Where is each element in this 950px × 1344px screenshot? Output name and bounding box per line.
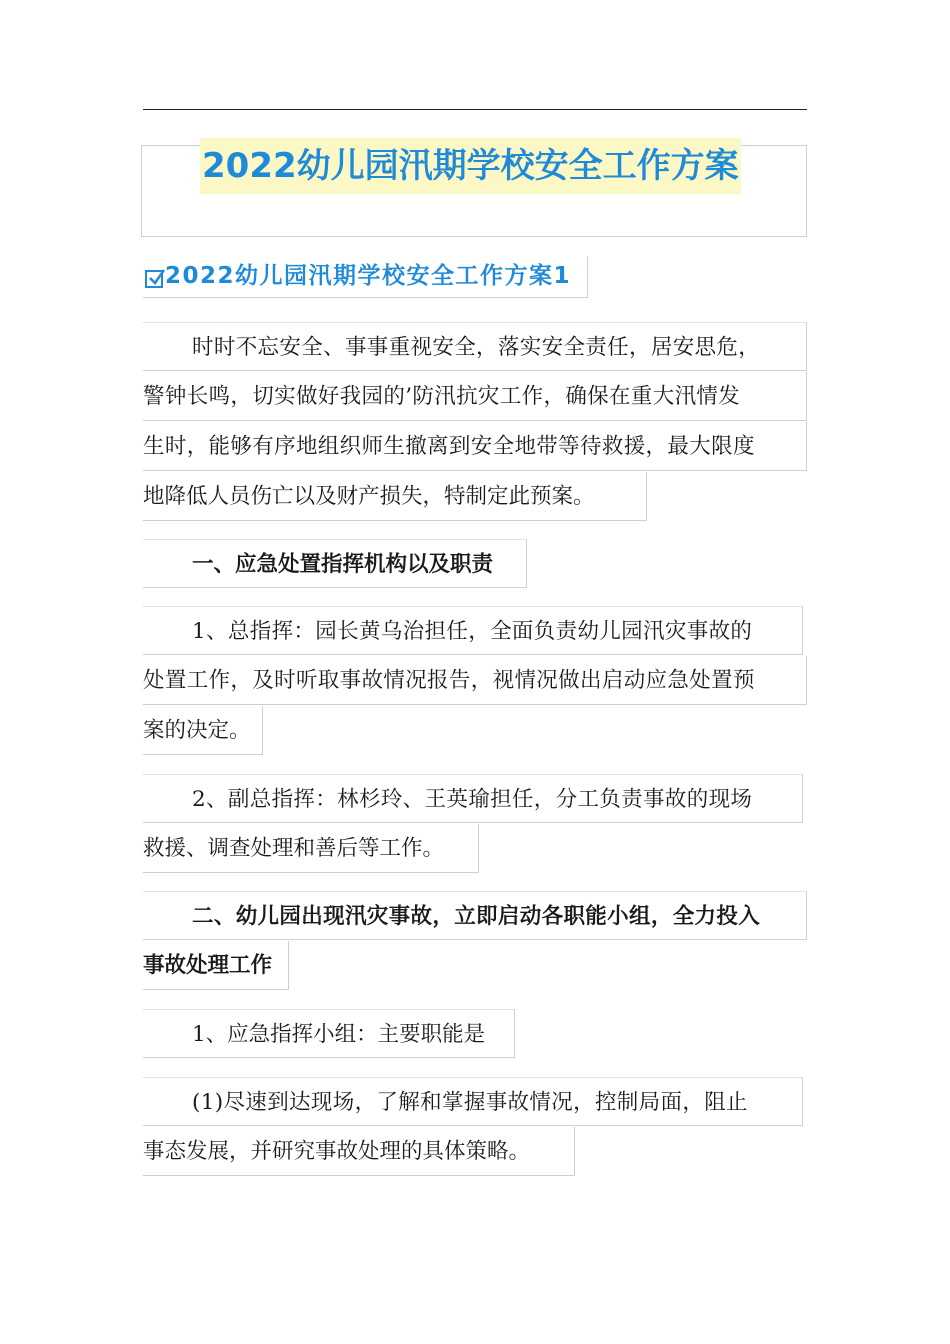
text-line: 时时不忘安全、事事重视安全，落实安全责任，居安思危， (143, 322, 807, 371)
paragraph-command-group (143, 1009, 807, 1059)
paragraph-commander (143, 606, 807, 756)
text-line: 地降低人员伤亡以及财产损失，特制定此预案。 (143, 472, 647, 521)
heading-text: 事故处理工作 (143, 941, 289, 990)
heading-section-two (143, 891, 807, 991)
top-rule (143, 109, 807, 110)
text-line: 事态发展，并研究事故处理的具体策略。 (143, 1127, 575, 1176)
text-line: 处置工作，及时听取事故情况报告，视情况做出启动应急处置预 (143, 656, 807, 705)
paragraph-deputy (143, 774, 807, 874)
paragraph-item-one (143, 1077, 807, 1177)
text-line: 警钟长鸣，切实做好我园的’防汛抗灾工作，确保在重大汛情发 (143, 372, 807, 421)
heading-section-one (143, 539, 807, 589)
text-line: 生时，能够有序地组织师生撤离到安全地带等待救援，最大限度 (143, 422, 807, 471)
text-line: 2、副总指挥：林杉玲、王英瑜担任，分工负责事故的现场 (143, 774, 803, 823)
heading-text: 一、应急处置指挥机构以及职责 (143, 539, 527, 588)
checkbox-icon (145, 270, 163, 288)
document-title: 2022幼儿园汛期学校安全工作方案 (200, 138, 741, 194)
text-line: 案的决定。 (143, 706, 263, 755)
text-line: 1、总指挥：园长黄乌治担任，全面负责幼儿园汛灾事故的 (143, 606, 803, 655)
paragraph-intro (143, 322, 807, 522)
text-line: 1、应急指挥小组：主要职能是 (143, 1009, 515, 1058)
text-line: (1)尽速到达现场，了解和掌握事故情况，控制局面，阻止 (143, 1077, 803, 1126)
section-subtitle: 2022幼儿园汛期学校安全工作方案1 (165, 263, 572, 289)
text-line: 救援、调查处理和善后等工作。 (143, 824, 479, 873)
heading-text: 二、幼儿园出现汛灾事故，立即启动各职能小组，全力投入 (143, 891, 807, 940)
